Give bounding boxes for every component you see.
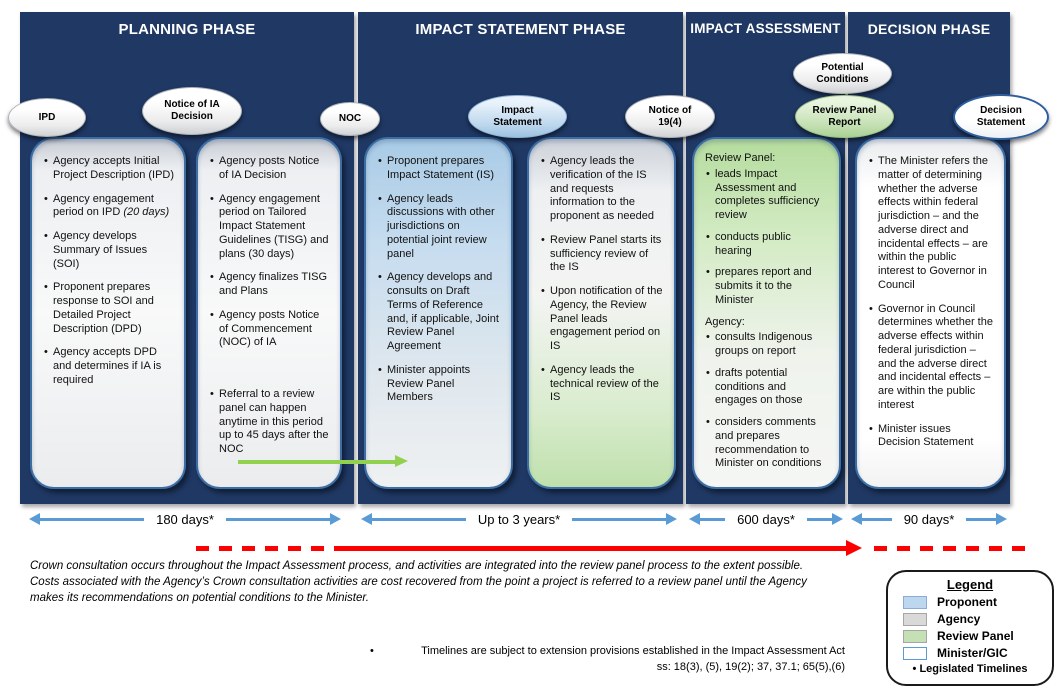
left-arrow (700, 518, 725, 521)
activity-bullet: • Review Panel starts its sufficiency review of the IS (540, 234, 665, 275)
timeline-label: 90 days* (903, 511, 955, 527)
milestone-oval-notice-of-19-4: Notice of 19(4) (625, 95, 715, 138)
legend-item-minister-gic (888, 646, 1052, 660)
timeline-impact-assessment (688, 508, 844, 530)
minister-gic-color-swatch (903, 647, 927, 660)
right-arrow (572, 518, 666, 521)
activity-bullet: • Agency accepts DPD and determines if IA is required (43, 346, 175, 387)
activity-bullet: • Agency engagement period on Tailored Impact Statement Guidelines (TISG) and plans (30 days) (209, 193, 331, 262)
legend-item-label: Review Panel (937, 629, 1014, 643)
right-arrow (807, 518, 832, 521)
legend-legislated-timelines-note: • Legislated Timelines (888, 663, 1052, 675)
phase-title-impact-assessment: IMPACT ASSESSMENT (690, 21, 841, 36)
activity-bullet: • Governor in Council determines whether the adverse effects within federal jurisdiction – and the adverse direct and incidental effects – are within the public interest (868, 303, 995, 413)
activity-bullet: • Agency accepts Initial Project Description (IPD) (43, 155, 175, 183)
agency-color-swatch (903, 613, 927, 626)
legend-item-label: Minister/GIC (937, 646, 1008, 660)
activity-bullet: • Minister appoints Review Panel Members (377, 364, 502, 405)
review-panel-color-swatch (903, 630, 927, 643)
impact-statement-activities-box-2 (527, 137, 676, 489)
milestone-oval-ipd: IPD (8, 98, 86, 137)
agency-heading: Agency: (705, 315, 745, 328)
activity-bullet: • Agency leads the verification of the IS and requests information to the proponent as needed (540, 155, 665, 224)
crown-note-line-1: Crown consultation occurs throughout the Impact Assessment process, and activities are integrated into the review panel process to the extent possible. (30, 560, 804, 572)
milestone-oval-noc: NOC (320, 102, 380, 136)
right-arrow (226, 518, 330, 521)
legend-box (886, 570, 1054, 686)
activity-bullet: • Upon notification of the Agency, the Review Panel leads engagement period on IS (540, 285, 665, 354)
bullet-note-italic: (20 days) (123, 206, 170, 219)
milestone-oval-notice-of-ia-decision: Notice of IA Decision (142, 87, 242, 135)
footnote-line-1: • Timelines are subject to extension provisions established in the Impact Assessment Act (295, 644, 845, 659)
impact-assessment-activities-box (692, 137, 841, 489)
timeline-label: 180 days* (156, 511, 214, 527)
milestone-oval-impact-statement: Impact Statement (468, 95, 567, 138)
referral-to-review-panel-arrow (238, 460, 396, 464)
milestone-oval-decision-statement: Decision Statement (953, 94, 1049, 140)
activity-bullet: • drafts potential conditions and engages on those (705, 367, 830, 408)
legend-item-agency (888, 612, 1052, 626)
activity-bullet-referral: • Referral to a review panel can happen anytime in this period up to 45 days after the NOC (209, 388, 331, 457)
activity-bullet: • leads Impact Assessment and completes sufficiency review (705, 168, 830, 223)
left-arrow (862, 518, 892, 521)
activity-bullet: • considers comments and prepares recommendation to Minister on conditions (705, 416, 830, 471)
milestone-oval-potential-conditions: Potential Conditions (793, 53, 892, 94)
legend-item-review-panel (888, 629, 1052, 643)
legend-title: Legend (946, 577, 994, 592)
crown-consultation-dashed-line-right (874, 546, 1035, 551)
activity-bullet: • consults Indigenous groups on report (705, 331, 830, 359)
crown-consultation-solid-arrow (342, 546, 847, 551)
activity-bullet: • Proponent prepares response to SOI and Detailed Project Description (DPD) (43, 281, 175, 336)
timeline-label: 600 days* (737, 511, 795, 527)
activity-bullet: • Agency develops and consults on Draft Terms of Reference and, if applicable, Joint Review Panel Agreement (377, 271, 502, 354)
activity-bullet: • Agency develops Summary of Issues (SOI) (43, 230, 175, 271)
bullet-text: Agency engagement period on IPD (53, 192, 154, 219)
timeline-impact-statement (360, 508, 678, 530)
left-arrow (372, 518, 466, 521)
planning-activities-box-2 (196, 137, 342, 489)
phase-title-impact-statement: IMPACT STATEMENT PHASE (415, 21, 626, 38)
activity-bullet: • Agency leads the technical review of the IS (540, 364, 665, 405)
crown-note-line-3: makes its recommendations on potential conditions to the Minister. (30, 592, 369, 604)
decision-activities-box (855, 137, 1006, 489)
timeline-planning (28, 508, 342, 530)
timeline-decision (850, 508, 1008, 530)
legend-item-proponent (888, 595, 1052, 609)
impact-statement-activities-box-1 (364, 137, 513, 489)
activity-bullet: • conducts public hearing (705, 231, 830, 259)
legend-item-label: Agency (937, 612, 981, 626)
crown-consultation-dashed-line-left (196, 546, 342, 551)
activity-bullet: • Proponent prepares Impact Statement (IS) (377, 155, 502, 183)
phase-title-planning: PLANNING PHASE (118, 21, 256, 38)
activity-bullet: • prepares report and submits it to the Minister (705, 266, 830, 307)
timeline-label: Up to 3 years* (477, 511, 561, 527)
activity-bullet: • Agency finalizes TISG and Plans (209, 271, 331, 299)
review-panel-heading: Review Panel: (705, 152, 776, 164)
phase-title-decision: DECISION PHASE (867, 21, 991, 37)
proponent-color-swatch (903, 596, 927, 609)
timelines-footnote (295, 644, 845, 675)
crown-consultation-note (30, 558, 870, 606)
legend-item-label: Proponent (937, 595, 997, 609)
activity-bullet: • Agency posts Notice of Commencement (NOC) of IA (209, 309, 331, 350)
footnote-line-2: ss: 18(3), (5), 19(2); 37, 37.1; 65(5),(6) (656, 661, 845, 673)
milestone-oval-review-panel-report: Review Panel Report (795, 95, 894, 138)
right-arrow (966, 518, 996, 521)
left-arrow (40, 518, 144, 521)
activity-bullet: • The Minister refers the matter of determining whether the adverse effects within federal jurisdiction – and the adverse direct and incidental effects – are within the public interest to Governor in Council (868, 155, 995, 293)
planning-activities-box-1 (30, 137, 186, 489)
activity-bullet: • Agency posts Notice of IA Decision (209, 155, 331, 183)
activity-bullet: • Minister issues Decision Statement (868, 423, 995, 451)
activity-bullet: • Agency leads discussions with other jurisdictions on potential joint review panel (377, 193, 502, 262)
crown-note-line-2: Costs associated with the Agency’s Crown consultation activities are cost recovered from the point a project is referred to a review panel until the Agency (30, 576, 807, 588)
activity-bullet (43, 193, 175, 221)
